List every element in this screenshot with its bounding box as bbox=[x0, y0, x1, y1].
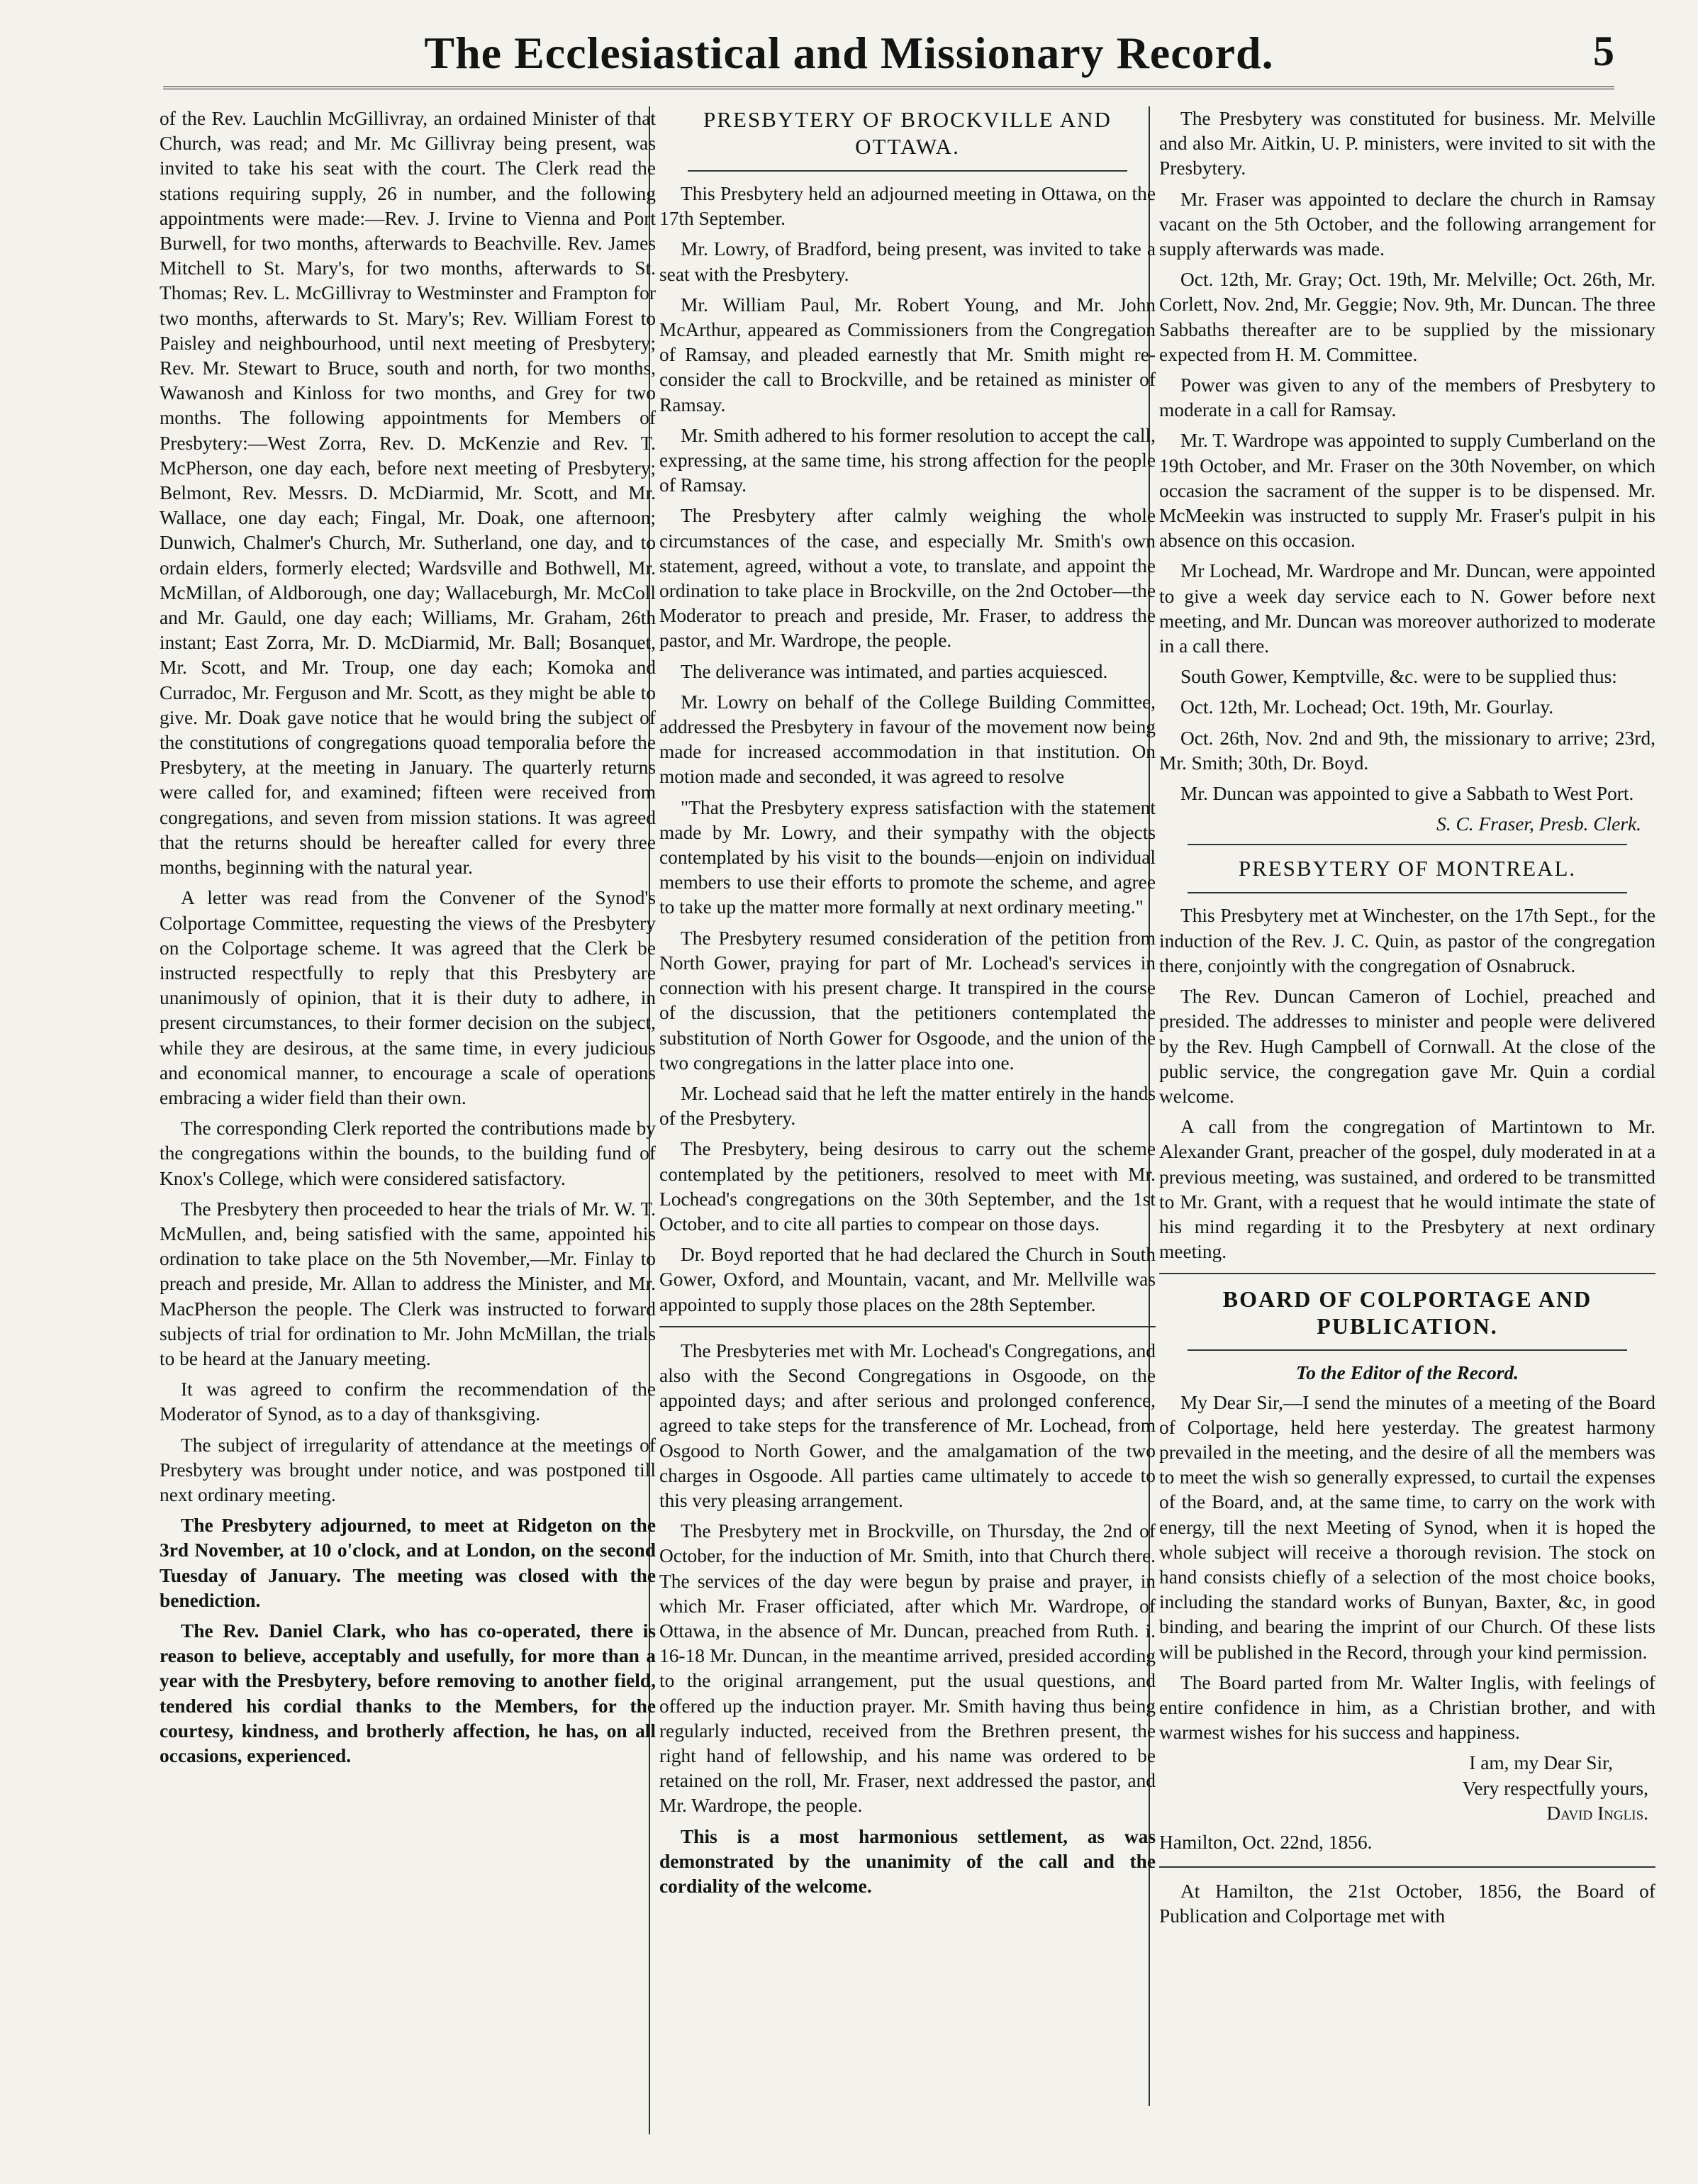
section-title-board-colportage: BOARD OF COLPORTAGE AND PUBLICATION. bbox=[1222, 1286, 1592, 1339]
header-rule bbox=[163, 87, 1614, 89]
section-rule bbox=[688, 170, 1127, 172]
column-1 bbox=[160, 106, 656, 1774]
letter-closing: Very respectfully yours, bbox=[1462, 1777, 1648, 1799]
section-title-brockville: PRESBYTERY OF BROCKVILLE AND OTTAWA. bbox=[703, 107, 1112, 159]
paragraph: The Rev. Duncan Cameron of Lochiel, preached and presided. The addresses to minister and people were delivered by the Rev. Hugh Campbell of Cornwall. At the close of the public service, the congregation gave Mr. Quin a cordial welcome. bbox=[1159, 986, 1655, 1107]
letter-closing: I am, my Dear Sir, bbox=[1469, 1752, 1613, 1774]
paragraph: My Dear Sir,—I send the minutes of a meeting of the Board of Colportage, held here yesterday. The greatest harmony prevailed in the meeting, and the desire of all the members was to meet the wish so generally expressed, to curtail the expenses of the Board, and, at the same time, to carry on the work with energy, till the next Meeting of Synod, when it is hoped the whole subject will receive a thorough revision. The stock on hand consists chiefly of a selection of the most choice books, including the standard works of Bunyan, Baxter, &c, in good binding, and bearing the imprint of our Church. Of these lists will be published in the Record, through your kind permission. bbox=[1159, 1391, 1655, 1663]
paragraph: The Presbytery resumed consideration of the petition from North Gower, praying for part of Mr. Lochead's services in connection with his present charge. It transpired in the course of the discussion, that the petitioners contemplated the substitution of North Gower for Osgoode, and the union of the two congregations in the latter place into one. bbox=[659, 927, 1156, 1074]
paragraph: The Presbytery was constituted for business. Mr. Melville and also Mr. Aitkin, U. P. ministers, were invited to sit with the Presbytery. bbox=[1159, 108, 1655, 179]
paragraph: Power was given to any of the members of Presbytery to moderate in a call for Ramsay. bbox=[1159, 374, 1655, 421]
paragraph: Mr. Lowry on behalf of the College Building Committee, addressed the Presbytery in favour of the movement now being made for increased accommodation in that institution. On motion made and seconded, it was agreed to resolve bbox=[659, 691, 1156, 788]
paragraph: The Presbytery then proceeded to hear the trials of Mr. W. T. McMullen, and, being satisfied with the same, appointed his ordination to take place on the 5th November,—Mr. Finlay to preach and preside, Mr. Allan to address the Minister, and Mr. MacPherson the people. The Clerk was instructed to forward subjects of trial for ordination to Mr. John McMillan, the trials to be heard at the January meeting. bbox=[160, 1198, 656, 1369]
clerk-signature: S. C. Fraser, Presb. Clerk. bbox=[1436, 813, 1641, 835]
column-3 bbox=[1159, 106, 1655, 1935]
paragraph: The Board parted from Mr. Walter Inglis, with feelings of entire confidence in him, as a Christian brother, and with warmest wishes for his success and happiness. bbox=[1159, 1671, 1655, 1744]
paragraph: The deliverance was intimated, and parties acquiesced. bbox=[681, 660, 1108, 682]
section-rule bbox=[659, 1326, 1156, 1327]
paragraph: The Rev. Daniel Clark, who has co-operated, there is reason to believe, acceptably and usefully, for more than a year with the Presbytery, before removing to another field, tendered his cordial thanks to the Members, for the courtesy, kindness, and brotherly affection, he has, on all occasions, experienced. bbox=[160, 1620, 656, 1766]
paragraph: Oct. 12th, Mr. Lochead; Oct. 19th, Mr. Gourlay. bbox=[1180, 696, 1554, 718]
paragraph: Mr. Duncan was appointed to give a Sabbath to West Port. bbox=[1180, 783, 1634, 805]
paragraph: of the Rev. Lauchlin McGillivray, an ordained Minister of that Church, was read; and Mr. Mc Gillivray being present, was invited to take his seat with the court. The Clerk read the stations requiring supply, 26 in number, and the following appointments were made:—Rev. J. Irvine to Vienna and Port Burwell, for two months, afterwards to Beachville. Rev. James Mitchell to St. Mary's, for two months, afterwards to St. Thomas; Rev. L. McGillivray to Westminster and Frampton for two months, afterwards to St. Mary's; Rev. William Forest to Paisley and neighbourhood, until next meeting of Presbytery; Rev. Mr. Stewart to Bruce, south and north, for two months, Wawanosh and Kinloss for two months, and Grey for two months. The following appointments for Members of Presbytery:—West Zorra, Rev. D. McKenzie and Rev. T. McPherson, one day each, before next meeting of Presbytery; Belmont, Rev. Messrs. D. McDiarmid, Mr. Scott, and Mr. Wallace, one day each; Fingal, Mr. Doak, one afternoon; Dunwich, Chalmer's Church, Mr. Sutherland, one day, and to ordain elders, formerly elected; Wardsville and Bothwell, Mr. McMillan, of Aldborough, one day; Wallaceburgh, Mr. McColl and Mr. Gauld, one day each; Williams, Mr. Graham, 26th instant; East Zorra, Mr. D. McDiarmid, Mr. Ball; Bosanquet, Mr. Scott, and Mr. Troup, one day each; Komoka and Curradoc, Mr. Ferguson and Mr. Scott, as they might be able to give. Mr. Doak gave notice that he would bring the subject of the constitutions of congregations quoad temporalia before the Presbytery, at the meeting in January. The quarterly returns were called for, and examined; fifteen were received from congregations, and seven from mission stations. It was agreed that the returns should be hereafter called for every three months, beginning with the natural year. bbox=[160, 108, 656, 879]
paragraph: The Presbyteries met with Mr. Lochead's Congregations, and also with the Second Congregations in Osgoode, on the appointed days; and after serious and prolonged conference, agreed to take steps for the transference of Mr. Lochead, from Osgood to North Gower, and the amalgamation of the two charges in Osgoode. All parties came ultimately to accede to this very pleasing arrangement. bbox=[659, 1339, 1156, 1511]
paragraph: Mr Lochead, Mr. Wardrope and Mr. Duncan, were appointed to give a week day service each to N. Gower before next meeting, and Mr. Duncan was moreover authorized to moderate in a call there. bbox=[1159, 560, 1655, 657]
paragraph: The Presbytery after calmly weighing the whole circumstances of the case, and especially Mr. Smith's own statement, agreed, without a vote, to translate, and appoint the ordination to take place in Brockville, on the 2nd October—the Moderator to preach and preside, Mr. Fraser, to address the pastor, and Mr. Wardrope, the people. bbox=[659, 505, 1156, 652]
letter-dateline: Hamilton, Oct. 22nd, 1856. bbox=[1159, 1831, 1373, 1853]
paragraph: The Presbytery adjourned, to meet at Ridgeton on the 3rd November, at 10 o'clock, and at London, on the second Tuesday of January. The meeting was closed with the benediction. bbox=[160, 1515, 656, 1611]
paragraph: South Gower, Kemptville, &c. were to be supplied thus: bbox=[1180, 666, 1617, 688]
paragraph: This is a most harmonious settlement, as was demonstrated by the unanimity of the call and the cordiality of the welcome. bbox=[659, 1825, 1156, 1897]
paragraph: Dr. Boyd reported that he had declared the Church in South Gower, Oxford, and Mountain, vacant, and Mr. Mellville was appointed to supply those places on the 28th September. bbox=[659, 1244, 1156, 1315]
paragraph: The subject of irregularity of attendance at the meetings of Presbytery was brought under notice, and was postponed till next ordinary meeting. bbox=[160, 1434, 656, 1505]
section-title-montreal: PRESBYTERY OF MONTREAL. bbox=[1238, 856, 1577, 881]
letter-signature: David Inglis. bbox=[1546, 1802, 1648, 1824]
paragraph: Oct. 12th, Mr. Gray; Oct. 19th, Mr. Melville; Oct. 26th, Mr. Corlett, Nov. 2nd, Mr. Geggie; Nov. 9th, Mr. Duncan. The three Sabbaths thereafter are to be supplied by the missionary expected from H. M. Committee. bbox=[1159, 269, 1655, 365]
letter-salutation-heading: To the Editor of the Record. bbox=[1296, 1362, 1519, 1384]
section-rule bbox=[1188, 892, 1627, 893]
paragraph: This Presbytery held an adjourned meeting in Ottawa, on the 17th September. bbox=[659, 183, 1156, 230]
paragraph: Mr. Fraser was appointed to declare the church in Ramsay vacant on the 5th October, and the following arrangement for supply afterwards was made. bbox=[1159, 188, 1655, 260]
column-2 bbox=[659, 106, 1156, 1905]
paragraph: The Presbytery, being desirous to carry out the scheme contemplated by the petitioners, resolved to meet with Mr. Lochead's congregations on the 30th September, and the 1st October, and to cite all parties to compear on those days. bbox=[659, 1138, 1156, 1235]
paragraph: A letter was read from the Convener of the Synod's Colportage Committee, requesting the views of the Presbytery on the Colportage scheme. It was agreed that the Clerk be instructed respectfully to reply that this Presbytery are unanimously of opinion, that it is their duty to adhere, in present circumstances, to their former decision on the subject, while they are desirous, at the same time, in every judicious and economical manner, to encourage a scale of operations embracing a wider field than their own. bbox=[160, 887, 656, 1108]
paragraph: This Presbytery met at Winchester, on the 17th Sept., for the induction of the Rev. J. C. Quin, as pastor of the congregation there, conjointly with the congregation of Osnabruck. bbox=[1159, 905, 1655, 976]
section-rule bbox=[1159, 1866, 1655, 1868]
paragraph: The corresponding Clerk reported the contributions made by the congregations within the bounds, to the building fund of Knox's College, which were considered satisfactory. bbox=[160, 1118, 656, 1189]
page-header-title: The Ecclesiastical and Missionary Record. bbox=[424, 28, 1274, 78]
paragraph: A call from the congregation of Martintown to Mr. Alexander Grant, preacher of the gospel, duly moderated in at a previous meeting, was sustained, and ordered to be transmitted to Mr. Grant, with a request that he would intimate the state of his mind regarding it to the Presbytery at next ordinary meeting. bbox=[1159, 1116, 1655, 1263]
paragraph: Mr. Lochead said that he left the matter entirely in the hands of the Presbytery. bbox=[659, 1082, 1156, 1130]
paragraph: Mr. William Paul, Mr. Robert Young, and Mr. John McArthur, appeared as Commissioners from the Congregation of Ramsay, and pleaded earnestly that Mr. Smith might re-consider the call to Brockville, and be retained as minister of Ramsay. bbox=[659, 294, 1156, 416]
paragraph: Oct. 26th, Nov. 2nd and 9th, the missionary to arrive; 23rd, Mr. Smith; 30th, Dr. Boyd. bbox=[1159, 727, 1655, 774]
paragraph: At Hamilton, the 21st October, 1856, the Board of Publication and Colportage met with bbox=[1159, 1881, 1655, 1927]
paragraph: It was agreed to confirm the recommendation of the Moderator of Synod, as to a day of thanksgiving. bbox=[160, 1378, 656, 1425]
section-rule bbox=[1159, 1273, 1655, 1274]
page-number: 5 bbox=[1593, 28, 1614, 74]
paragraph: The Presbytery met in Brockville, on Thursday, the 2nd of October, for the induction of Mr. Smith, into that Church there. The services of the day were begun by praise and prayer, in which Mr. Fraser officiated, after which Mr. Wardrope, of Ottawa, in the absence of Mr. Duncan, preached from Ruth. i. 16-18 Mr. Duncan, in the meantime arrived, presided according to the original arrangement, put the usual questions, and offered up the induction prayer. Mr. Smith having thus being regularly inducted, received from the Brethren present, the right hand of fellowship, and his name was ordered to be retained on the roll, Mr. Fraser, next addressed the pastor, and Mr. Wardrope, the people. bbox=[659, 1520, 1156, 1817]
section-rule bbox=[1188, 844, 1627, 845]
paragraph: Mr. T. Wardrope was appointed to supply Cumberland on the 19th October, and Mr. Fraser on the 30th November, on which occasion the sacrament of the supper is to be dispensed. Mr. McMeekin was instructed to supply Mr. Fraser's pulpit in his absence on this occasion. bbox=[1159, 430, 1655, 552]
paragraph: "That the Presbytery express satisfaction with the statement made by Mr. Lowry, and their sympathy with the objects contemplated by his visit to the bounds—enjoin on individual members to use their efforts to promote the scheme, and agree to take up the matter more formally at next ordinary meeting." bbox=[659, 796, 1156, 918]
paragraph: Mr. Smith adhered to his former resolution to accept the call, expressing, at the same time, his strong affection for the people of Ramsay. bbox=[659, 424, 1156, 496]
section-rule bbox=[1188, 1349, 1627, 1351]
paragraph: Mr. Lowry, of Bradford, being present, was invited to take a seat with the Presbytery. bbox=[659, 238, 1156, 285]
